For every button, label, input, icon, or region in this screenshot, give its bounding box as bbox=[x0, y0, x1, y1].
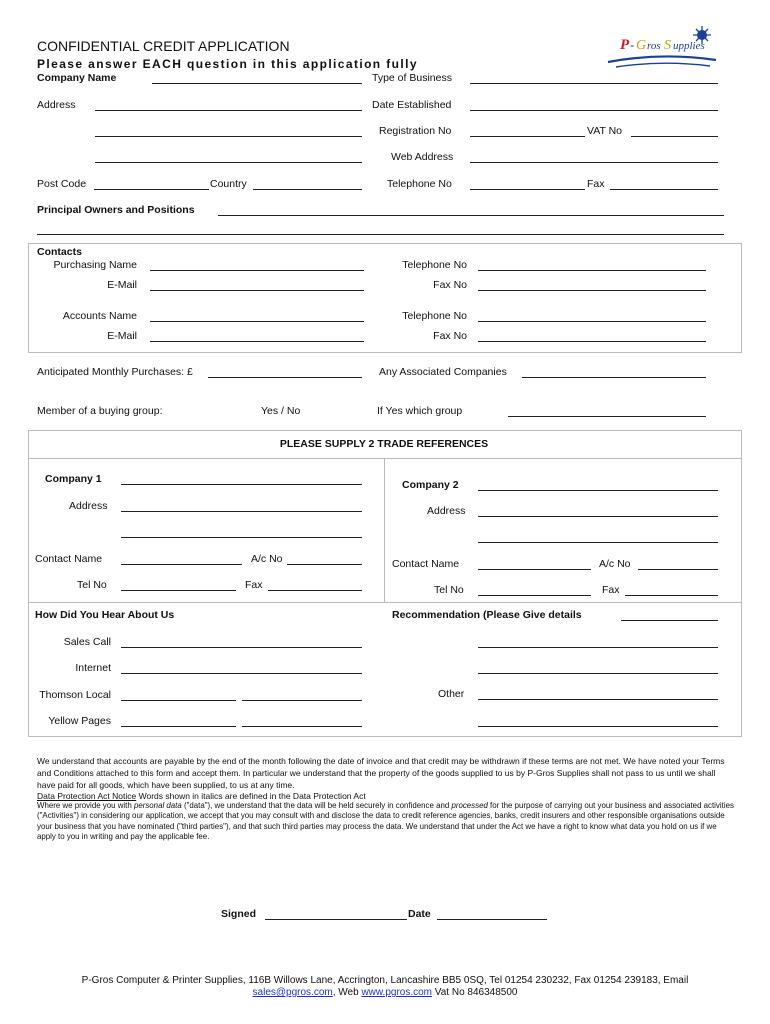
fax-label: Fax bbox=[587, 178, 605, 190]
vat-no-field[interactable] bbox=[631, 136, 718, 137]
recommendation-field-3[interactable] bbox=[478, 673, 718, 674]
recommendation-field-2[interactable] bbox=[478, 647, 718, 648]
accounts-fax-field[interactable] bbox=[478, 341, 706, 342]
anticipated-purchases-label: Anticipated Monthly Purchases: £ bbox=[37, 366, 193, 378]
sales-call-field[interactable] bbox=[121, 647, 362, 648]
company-2-tel-label: Tel No bbox=[434, 584, 464, 596]
date-established-field[interactable] bbox=[470, 110, 718, 111]
other-field-2[interactable] bbox=[478, 726, 718, 727]
web-address-label: Web Address bbox=[391, 151, 454, 163]
trade-references-heading: PLEASE SUPPLY 2 TRADE REFERENCES bbox=[279, 438, 489, 450]
accounts-telephone-field[interactable] bbox=[478, 321, 706, 322]
company-2-ac-no-label: A/c No bbox=[599, 558, 631, 570]
address-field-1[interactable] bbox=[95, 110, 362, 111]
company-1-address-label: Address bbox=[69, 500, 108, 512]
other-label: Other bbox=[438, 688, 465, 700]
footer-web-link[interactable]: www.pgros.com bbox=[361, 987, 433, 998]
purchasing-email-label: E-Mail bbox=[107, 279, 137, 291]
thomson-local-field-1[interactable] bbox=[121, 700, 236, 701]
telephone-no-label: Telephone No bbox=[387, 178, 452, 190]
post-code-field[interactable] bbox=[94, 189, 209, 190]
company-1-ac-no-label: A/c No bbox=[251, 553, 283, 565]
footer-contact bbox=[0, 987, 770, 998]
signature-field[interactable] bbox=[265, 919, 407, 920]
sales-call-label: Sales Call bbox=[63, 636, 111, 648]
company-1-address-field-1[interactable] bbox=[121, 511, 362, 512]
footer-web-label: , Web bbox=[332, 987, 359, 998]
telephone-no-field[interactable] bbox=[470, 189, 585, 190]
country-label: Country bbox=[210, 178, 247, 190]
company-1-address-field-2[interactable] bbox=[121, 537, 362, 538]
company-2-fax-label: Fax bbox=[602, 584, 620, 596]
anticipated-purchases-field[interactable] bbox=[208, 377, 362, 378]
registration-no-label: Registration No bbox=[379, 125, 452, 137]
type-of-business-field[interactable] bbox=[470, 83, 718, 84]
company-1-fax-label: Fax bbox=[245, 579, 263, 591]
company-2-fax-field[interactable] bbox=[625, 595, 718, 596]
internet-field[interactable] bbox=[121, 673, 362, 674]
fax-field[interactable] bbox=[610, 189, 718, 190]
accounts-name-label: Accounts Name bbox=[62, 310, 137, 322]
data-protection-note: Words shown in italics are defined in the Data Protection Act bbox=[138, 791, 366, 801]
company-1-contact-label: Contact Name bbox=[35, 553, 103, 565]
country-field[interactable] bbox=[253, 189, 362, 190]
principal-owners-field-1[interactable] bbox=[218, 215, 724, 216]
purchasing-fax-field[interactable] bbox=[478, 290, 706, 291]
principal-owners-field-2[interactable] bbox=[37, 234, 724, 235]
yellow-pages-field-2[interactable] bbox=[242, 726, 362, 727]
company-2-address-field-1[interactable] bbox=[478, 516, 718, 517]
references-column-divider bbox=[384, 458, 385, 602]
date-label: Date bbox=[408, 908, 431, 920]
svg-text:upplies: upplies bbox=[673, 40, 705, 52]
purchasing-telephone-label: Telephone No bbox=[402, 259, 467, 271]
company-2-ac-no-field[interactable] bbox=[638, 569, 718, 570]
company-1-tel-label: Tel No bbox=[77, 579, 107, 591]
company-1-field[interactable] bbox=[121, 484, 362, 485]
signed-label: Signed bbox=[221, 908, 257, 920]
survey-divider bbox=[28, 602, 741, 603]
associated-companies-label: Any Associated Companies bbox=[379, 366, 507, 378]
buying-group-label: Member of a buying group: bbox=[37, 405, 163, 417]
company-2-field[interactable] bbox=[478, 490, 718, 491]
purchasing-name-label: Purchasing Name bbox=[53, 259, 137, 271]
which-group-label: If Yes which group bbox=[377, 405, 463, 417]
form-title: CONFIDENTIAL CREDIT APPLICATION bbox=[37, 38, 290, 54]
type-of-business-label: Type of Business bbox=[372, 72, 452, 84]
address-field-2[interactable] bbox=[95, 136, 362, 137]
company-logo bbox=[606, 26, 718, 70]
company-2-label: Company 2 bbox=[402, 479, 459, 491]
other-field-1[interactable] bbox=[478, 699, 718, 700]
address-field-3[interactable] bbox=[95, 162, 362, 163]
accounts-email-field[interactable] bbox=[150, 341, 364, 342]
address-label: Address bbox=[37, 99, 76, 111]
principal-owners-label: Principal Owners and Positions bbox=[37, 204, 195, 216]
yellow-pages-label: Yellow Pages bbox=[48, 715, 111, 727]
footer-address: P-Gros Computer & Printer Supplies, 116B Willows Lane, Accrington, Lancashire BB5 0SQ, Tel 01254 230232, Fax 01254 239183, Email bbox=[81, 975, 689, 986]
yellow-pages-field-1[interactable] bbox=[121, 726, 236, 727]
company-name-field[interactable] bbox=[152, 83, 362, 84]
recommendation-field-1[interactable] bbox=[621, 620, 718, 621]
purchasing-fax-label: Fax No bbox=[433, 279, 467, 291]
accounts-fax-label: Fax No bbox=[433, 330, 467, 342]
purchasing-telephone-field[interactable] bbox=[478, 270, 706, 271]
contacts-heading: Contacts bbox=[37, 246, 82, 258]
terms-paragraph: We understand that accounts are payable by the end of the month following the date of invoice and that credit may be withdrawn if these terms are not met. We have noted your Terms and Conditions attached to this form and accept them. In particular we understand that the property of the goods supplied to us by P-Gros Supplies shall not pass to us until we shall have paid for all goods, which have been supplied, to us at any time. bbox=[37, 756, 725, 791]
registration-no-field[interactable] bbox=[470, 136, 585, 137]
data-protection-link[interactable]: Data Protection Act Notice bbox=[37, 791, 137, 801]
company-1-fax-field[interactable] bbox=[268, 590, 362, 591]
company-2-tel-field[interactable] bbox=[478, 595, 591, 596]
buying-group-yes-no[interactable]: Yes / No bbox=[261, 405, 301, 417]
data-protection-notice bbox=[37, 791, 366, 801]
date-field[interactable] bbox=[437, 919, 547, 920]
how-did-you-hear-heading: How Did You Hear About Us bbox=[35, 609, 175, 621]
company-2-contact-field[interactable] bbox=[478, 569, 591, 570]
company-2-address-label: Address bbox=[427, 505, 466, 517]
company-1-label: Company 1 bbox=[45, 473, 102, 485]
which-group-field[interactable] bbox=[508, 416, 706, 417]
company-name-label: Company Name bbox=[37, 72, 117, 84]
accounts-telephone-label: Telephone No bbox=[402, 310, 467, 322]
svg-text:G: G bbox=[636, 38, 647, 53]
svg-text:-: - bbox=[630, 37, 635, 52]
internet-label: Internet bbox=[75, 662, 111, 674]
company-1-tel-field[interactable] bbox=[121, 590, 236, 591]
company-1-contact-field[interactable] bbox=[121, 564, 242, 565]
svg-text:ros: ros bbox=[647, 40, 661, 52]
company-2-contact-label: Contact Name bbox=[392, 558, 460, 570]
recommendation-label: Recommendation (Please Give details bbox=[392, 609, 582, 621]
vat-no-label: VAT No bbox=[587, 125, 623, 137]
associated-companies-field[interactable] bbox=[522, 377, 706, 378]
thomson-local-field-2[interactable] bbox=[242, 700, 362, 701]
trade-references-box bbox=[28, 430, 742, 737]
svg-text:S: S bbox=[664, 38, 671, 53]
web-address-field[interactable] bbox=[470, 162, 718, 163]
form-subtitle: Please answer EACH question in this application fully bbox=[37, 57, 418, 71]
purchasing-email-field[interactable] bbox=[150, 290, 364, 291]
svg-text:P: P bbox=[620, 37, 630, 53]
date-established-label: Date Established bbox=[372, 99, 452, 111]
accounts-name-field[interactable] bbox=[150, 321, 364, 322]
post-code-label: Post Code bbox=[37, 178, 87, 190]
purchasing-name-field[interactable] bbox=[150, 270, 364, 271]
thomson-local-label: Thomson Local bbox=[39, 689, 111, 701]
data-protection-paragraph: Where we provide you with personal data ("data"), we understand that the data will be held securely in confidence and processed for the purpose of carrying out your business and associated activities ("Activities") in considering our application, we accept that you may consult with and disclose the data to credit reference agencies, banks, credit insurers and other responsible organisations outside your business that you have nominated ("third parties"), and that such third parties may process the data. We understand that under the Act we have a right to know what data you hold on us if we apply to you in writing and pay the applicable fee. bbox=[37, 801, 734, 842]
footer-vat: Vat No 846348500 bbox=[434, 987, 518, 998]
footer-email-link[interactable]: sales@pgros.com bbox=[252, 987, 333, 998]
accounts-email-label: E-Mail bbox=[107, 330, 137, 342]
company-1-ac-no-field[interactable] bbox=[287, 564, 362, 565]
company-2-address-field-2[interactable] bbox=[478, 542, 718, 543]
